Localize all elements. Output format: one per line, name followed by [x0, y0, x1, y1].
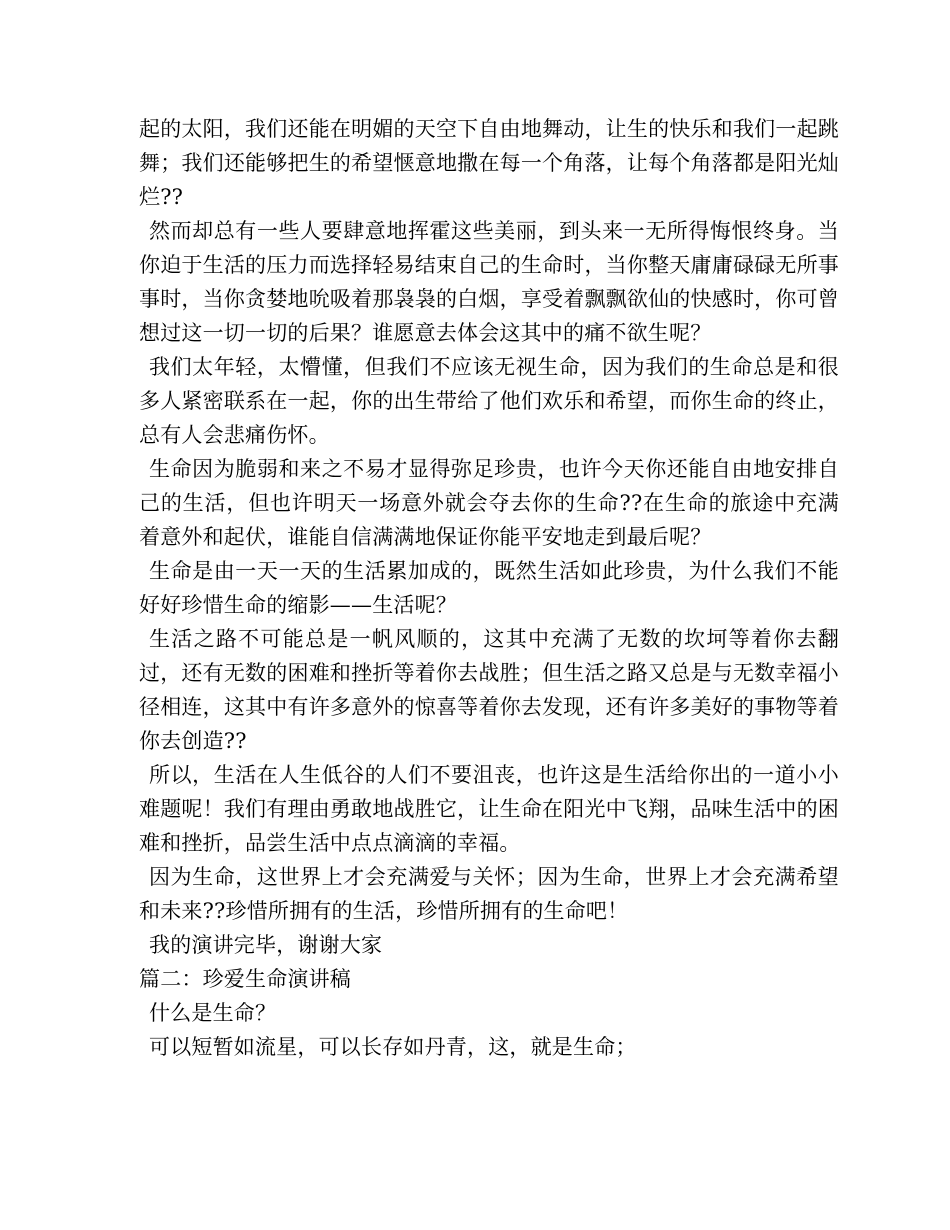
- paragraph-8: 因为生命，这世界上才会充满爱与关怀；因为生命，世界上才会充满希望和未来??珍惜所拥有的生活，珍惜所拥有的生命吧！: [139, 865, 839, 923]
- paragraph-9: 我的演讲完毕，谢谢大家: [149, 933, 383, 957]
- section-title: 篇二：珍爱生命演讲稿: [139, 967, 351, 991]
- paragraph-3: 我们太年轻，太懵懂，但我们不应该无视生命，因为我们的生命总是和很多人紧密联系在一起，你的出生带给了他们欢乐和希望，而你生命的终止，总有人会悲痛伤怀。: [139, 355, 839, 447]
- paragraph-1: 起的太阳，我们还能在明媚的天空下自由地舞动，让生的快乐和我们一起跳舞；我们还能够把生的希望惬意地撒在每一个角落，让每个角落都是阳光灿烂??: [139, 117, 839, 209]
- document-body: [139, 112, 839, 1064]
- paragraph-6: 生活之路不可能总是一帆风顺的，这其中充满了无数的坎坷等着你去翻过，还有无数的困难和挫折等着你去战胜；但生活之路又总是与无数幸福小径相连，这其中有许多意外的惊喜等着你去发现，还有许多美好的事物等着你去创造??: [139, 627, 839, 753]
- paragraph-4: 生命因为脆弱和来之不易才显得弥足珍贵，也许今天你还能自由地安排自己的生活，但也许明天一场意外就会夺去你的生命??在生命的旅途中充满着意外和起伏，谁能自信满满地保证你能平安地走到最后呢？: [139, 457, 839, 549]
- section-paragraph-1: 什么是生命？: [149, 1001, 277, 1025]
- section-paragraph-2: 可以短暂如流星，可以长存如丹青，这，就是生命；: [149, 1035, 637, 1059]
- paragraph-2: 然而却总有一些人要肆意地挥霍这些美丽，到头来一无所得悔恨终身。当你迫于生活的压力而选择轻易结束自己的生命时，当你整天庸庸碌碌无所事事时，当你贪婪地吮吸着那袅袅的白烟，享受着飘飘欲仙的快感时，你可曾想过这一切一切的后果？谁愿意去体会这其中的痛不欲生呢？: [139, 219, 839, 345]
- paragraph-5: 生命是由一天一天的生活累加成的，既然生活如此珍贵，为什么我们不能好好珍惜生命的缩影——生活呢？: [139, 559, 839, 617]
- paragraph-7: 所以，生活在人生低谷的人们不要沮丧，也许这是生活给你出的一道小小难题呢！我们有理由勇敢地战胜它，让生命在阳光中飞翔，品味生活中的困难和挫折，品尝生活中点点滴滴的幸福。: [139, 763, 839, 855]
